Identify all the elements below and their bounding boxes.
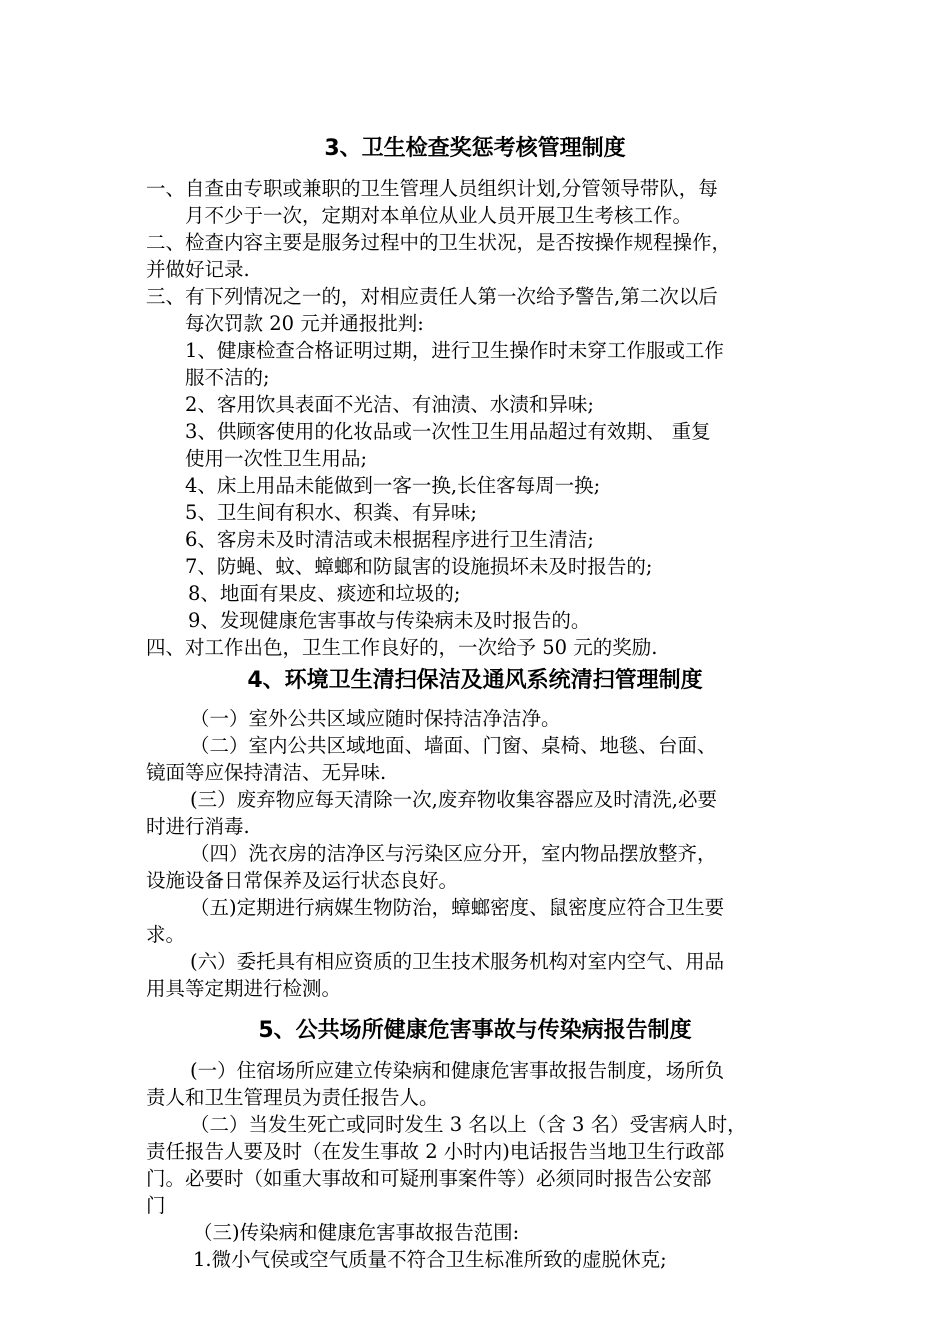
paragraph-line: 门 bbox=[146, 1194, 166, 1217]
paragraph-line: （四）洗衣房的洁净区与污染区应分开，室内物品摆放整齐， bbox=[190, 842, 717, 865]
list-item: 使用一次性卫生用品; bbox=[185, 447, 368, 470]
list-item: 1.微小气侯或空气质量不符合卫生标准所致的虚脱休克; bbox=[193, 1248, 667, 1271]
paragraph-line: 设施设备日常保养及运行状态良好。 bbox=[146, 869, 459, 892]
paragraph-line: 月不少于一次，定期对本单位从业人员开展卫生考核工作。 bbox=[185, 204, 693, 227]
paragraph-line: 每次罚款 20 元并通报批判: bbox=[185, 312, 424, 335]
section-title: 5、公共场所健康危害事故与传染病报告制度 bbox=[258, 1018, 692, 1043]
paragraph-line: 求。 bbox=[146, 923, 186, 946]
paragraph-line: 并做好记录. bbox=[146, 258, 250, 281]
paragraph-line: （一）室外公共区域应随时保持洁净洁净。 bbox=[190, 707, 561, 730]
section-title: 4、环境卫生清扫保洁及通风系统清扫管理制度 bbox=[247, 668, 703, 693]
paragraph-line: 一、自查由专职或兼职的卫生管理人员组织计划,分管领导带队，每 bbox=[146, 177, 718, 200]
paragraph-line: 责任报告人要及时（在发生事故 2 小时内)电话报告当地卫生行政部 bbox=[146, 1140, 725, 1163]
paragraph-line: (一）住宿场所应建立传染病和健康危害事故报告制度，场所负 bbox=[190, 1059, 725, 1082]
paragraph-line: 镜面等应保持清洁、无异味. bbox=[146, 761, 387, 784]
list-item: 5、卫生间有积水、积粪、有异味; bbox=[185, 501, 477, 524]
list-item: 7、防蝇、蚊、蟑螂和防鼠害的设施损坏未及时报告的; bbox=[185, 555, 653, 578]
paragraph-line: 用具等定期进行检测。 bbox=[146, 977, 342, 1000]
list-item: 1、健康检查合格证明过期，进行卫生操作时未穿工作服或工作 bbox=[185, 339, 724, 362]
list-item: 9、发现健康危害事故与传染病未及时报告的。 bbox=[188, 609, 591, 632]
list-item: 8、地面有果皮、痰迹和垃圾的; bbox=[188, 582, 461, 605]
paragraph-line: 责人和卫生管理员为责任报告人。 bbox=[146, 1086, 439, 1109]
paragraph-line: （五)定期进行病媒生物防治，蟑螂密度、鼠密度应符合卫生要 bbox=[190, 896, 725, 919]
paragraph-line: （二）室内公共区域地面、墙面、门窗、桌椅、地毯、台面、 bbox=[190, 734, 717, 757]
paragraph-line: （三)传染病和健康危害事故报告范围: bbox=[193, 1221, 520, 1244]
paragraph-line: 时进行消毒. bbox=[146, 815, 250, 838]
section-title: 3、卫生检查奖惩考核管理制度 bbox=[324, 136, 626, 161]
paragraph-line: 门。必要时（如重大事故和可疑刑事案件等）必须同时报告公安部 bbox=[146, 1167, 712, 1190]
paragraph-line: 三、有下列情况之一的，对相应责任人第一次给予警告,第二次以后 bbox=[146, 285, 718, 308]
paragraph-line: 四、对工作出色，卫生工作良好的，一次给予 50 元的奖励. bbox=[146, 636, 658, 659]
list-item: 3、供顾客使用的化妆品或一次性卫生用品超过有效期、 重复 bbox=[185, 420, 711, 443]
paragraph-line: (六）委托具有相应资质的卫生技术服务机构对室内空气、用品 bbox=[190, 950, 725, 973]
paragraph-line: 二、检查内容主要是服务过程中的卫生状况，是否按操作规程操作， bbox=[146, 231, 732, 254]
paragraph-line: （二）当发生死亡或同时发生 3 名以上（含 3 名）受害病人时， bbox=[190, 1113, 747, 1136]
list-item: 2、客用饮具表面不光洁、有油渍、水渍和异味; bbox=[185, 393, 594, 416]
list-item: 4、床上用品未能做到一客一换,长住客每周一换; bbox=[185, 474, 601, 497]
paragraph-line: (三）废弃物应每天清除一次,废弃物收集容器应及时清洗,必要 bbox=[190, 788, 718, 811]
list-item: 服不洁的; bbox=[185, 366, 270, 389]
list-item: 6、客房未及时清洁或未根据程序进行卫生清洁; bbox=[185, 528, 594, 551]
